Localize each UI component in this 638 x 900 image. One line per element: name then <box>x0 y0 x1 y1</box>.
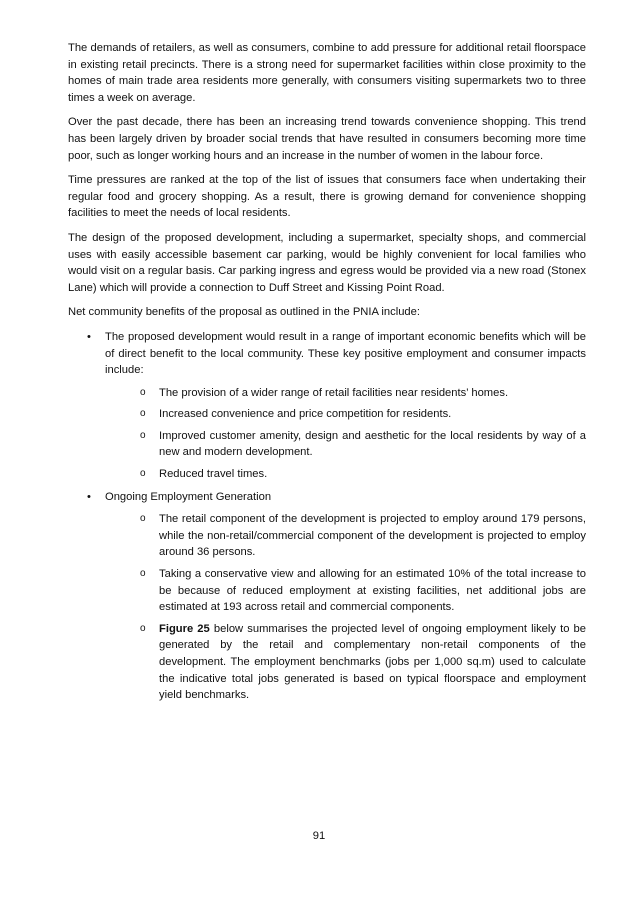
sub-list-item <box>105 566 586 616</box>
paragraph-net-benefits-intro: Net community benefits of the proposal as outlined in the PNIA include: <box>68 306 420 319</box>
sub-bullet-marker: o <box>140 408 146 420</box>
figure-reference: Figure 25 <box>159 622 210 635</box>
sub-list-consumer-impacts <box>105 385 586 483</box>
paragraph-time-pressures: Time pressures are ranked at the top of the list of issues that consumers face when undertaking their regular food and grocery shopping. As a result, there is growing demand for convenience shopping facilities to meet the needs of local residents. <box>68 174 586 220</box>
sub-item-text: Taking a conservative view and allowing for an estimated 10% of the total increase to be because of reduced employment at existing facilities, net additional jobs are estimated at 193 across retail and commercial components. <box>159 568 586 614</box>
sub-item-text: The retail component of the development is projected to employ around 179 persons, while the non-retail/commercial component of the development is projected to employ around 36 persons. <box>159 513 586 559</box>
bullet-marker: • <box>87 330 91 343</box>
figure-item-text: below summarises the projected level of ongoing employment likely to be generated by the retail and complementary non-retail components of the development. The employment benchmarks (jobs per 1,000 sq.m) used to calculate the indicative total jobs generated is based on typical floorspace and employment yield benchmarks. <box>159 622 586 702</box>
sub-list-item <box>105 385 586 402</box>
sub-item-text: Reduced travel times. <box>159 468 268 481</box>
sub-bullet-marker: o <box>140 468 146 480</box>
sub-item-text <box>159 623 586 701</box>
sub-list-item <box>105 466 586 483</box>
bullet-text: The proposed development would result in a range of important economic benefits which will be of direct benefit to the local community. These key positive employment and consumer impacts include: <box>105 330 586 377</box>
list-item-employment-generation <box>68 489 586 704</box>
bullet-text: Ongoing Employment Generation <box>105 490 272 503</box>
sub-list-item <box>105 621 586 704</box>
sub-item-text: The provision of a wider range of retail facilities near residents’ homes. <box>159 386 509 399</box>
page-number: 91 <box>312 830 326 842</box>
sub-bullet-marker: o <box>140 513 146 525</box>
sub-list-item <box>105 406 586 423</box>
paragraph-retail-demand: The demands of retailers, as well as consumers, combine to add pressure for additional retail floorspace in existing retail precincts. There is a strong need for supermarket facilities within close proximity to the homes of main trade area residents more generally, with consumers visiting supermarkets two to three times a week on average. <box>68 42 586 104</box>
benefits-list <box>68 329 586 704</box>
paragraph-development-design: The design of the proposed development, including a supermarket, specialty shops, and commercial uses with easily accessible basement car parking, would be highly convenient for local families who would visit on a regular basis. Car parking ingress and egress would be provided via a new road (Stonex Lane) which will provide a connection to Duff Street and Kissing Point Road. <box>68 231 586 294</box>
sub-bullet-marker: o <box>140 386 146 398</box>
sub-list-item <box>105 428 586 461</box>
document-body <box>68 40 586 710</box>
list-item-economic-benefits <box>68 329 586 483</box>
sub-list-employment <box>105 511 586 704</box>
sub-item-text: Improved customer amenity, design and aesthetic for the local residents by way of a new and modern development. <box>159 429 586 459</box>
sub-bullet-marker: o <box>140 622 146 634</box>
sub-list-item <box>105 511 586 561</box>
bullet-marker: • <box>87 490 91 503</box>
sub-bullet-marker: o <box>140 429 146 441</box>
paragraph-convenience-trend: Over the past decade, there has been an increasing trend towards convenience shopping. This trend has been largely driven by broader social trends that have resulted in consumers becoming more time poor, such as longer working hours and an increase in the number of women in the labour force. <box>68 116 586 162</box>
sub-item-text: Increased convenience and price competition for residents. <box>159 408 452 421</box>
sub-bullet-marker: o <box>140 568 146 580</box>
